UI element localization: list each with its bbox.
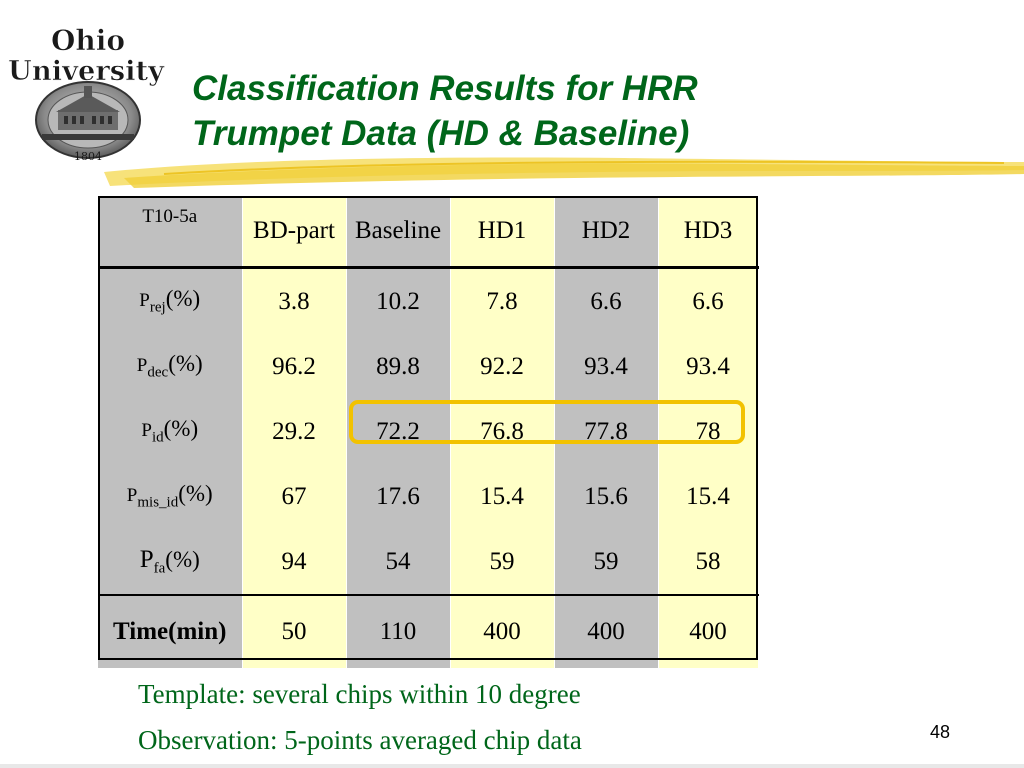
table-row (98, 399, 758, 464)
title-line-2: Trumpet Data (HD & Baseline) (192, 114, 690, 153)
table-cell: 77.8 (554, 399, 658, 464)
table-cell: 89.8 (346, 334, 450, 399)
table-row (98, 464, 758, 529)
row-label: $P_{dec}(\%)$ (98, 334, 242, 399)
column-header: BD-part (242, 196, 346, 268)
table-cell: 96.2 (242, 334, 346, 399)
table-cell: 15.4 (658, 464, 758, 529)
row-label: Time(min) (98, 595, 242, 668)
table-cell: 10.2 (346, 269, 450, 334)
slide-title (192, 66, 1012, 156)
observation-note: Observation: 5-points averaged chip data (138, 725, 582, 755)
table-cell: 54 (346, 529, 450, 595)
table-cell: 15.6 (554, 464, 658, 529)
table-row (98, 595, 758, 668)
row-label: $P_{id}(\%)$ (98, 399, 242, 464)
row-label: $P_{fa}(\%)$ (98, 529, 242, 595)
table-cell: 110 (346, 595, 450, 668)
column-header: HD2 (554, 196, 658, 268)
table-cell: 67 (242, 464, 346, 529)
table-cell: 400 (554, 595, 658, 668)
slide-number: 48 (930, 722, 951, 742)
column-header: HD3 (658, 196, 758, 268)
table-cell: 59 (450, 529, 554, 595)
table-cell: 29.2 (242, 399, 346, 464)
table-cell: 400 (658, 595, 758, 668)
template-note: Template: several chips within 10 degree (138, 679, 581, 709)
results-table (98, 196, 759, 668)
table-cell: 15.4 (450, 464, 554, 529)
table-corner-cell (98, 196, 242, 268)
table-cell: 76.8 (450, 399, 554, 464)
table-cell: 17.6 (346, 464, 450, 529)
row-label: $P_{mis\_id}(\%)$ (98, 464, 242, 529)
logo-text-ohio: Ohio (50, 24, 126, 57)
table-cell: 72.2 (346, 399, 450, 464)
ohio-university-logo (2, 22, 170, 164)
title-line-1: Classification Results for HRR (192, 69, 698, 108)
table-cell: 7.8 (450, 269, 554, 334)
table-cell: 94 (242, 529, 346, 595)
table-row (98, 269, 758, 334)
table-corner-label: T10-5a (142, 206, 198, 227)
table-cell: 58 (658, 529, 758, 595)
logo-text-university: University (8, 56, 166, 87)
table-row (98, 334, 758, 399)
table-cell: 50 (242, 595, 346, 668)
table-cell: 400 (450, 595, 554, 668)
table-cell: 59 (554, 529, 658, 595)
column-header: HD1 (450, 196, 554, 268)
column-header: Baseline (346, 196, 450, 268)
table-cell: 6.6 (554, 269, 658, 334)
title-underline-decoration (104, 150, 1024, 190)
table-cell: 6.6 (658, 269, 758, 334)
table-cell: 92.2 (450, 334, 554, 399)
table-cell: 93.4 (554, 334, 658, 399)
table-cell: 78 (658, 399, 758, 464)
logo-year: 1804 (74, 150, 102, 163)
table-cell: 3.8 (242, 269, 346, 334)
row-label: $P_{rej}(\%)$ (98, 269, 242, 334)
table-cell: 93.4 (658, 334, 758, 399)
footer-divider (0, 764, 1024, 768)
table-header-row (98, 196, 758, 268)
table-row (98, 529, 758, 595)
